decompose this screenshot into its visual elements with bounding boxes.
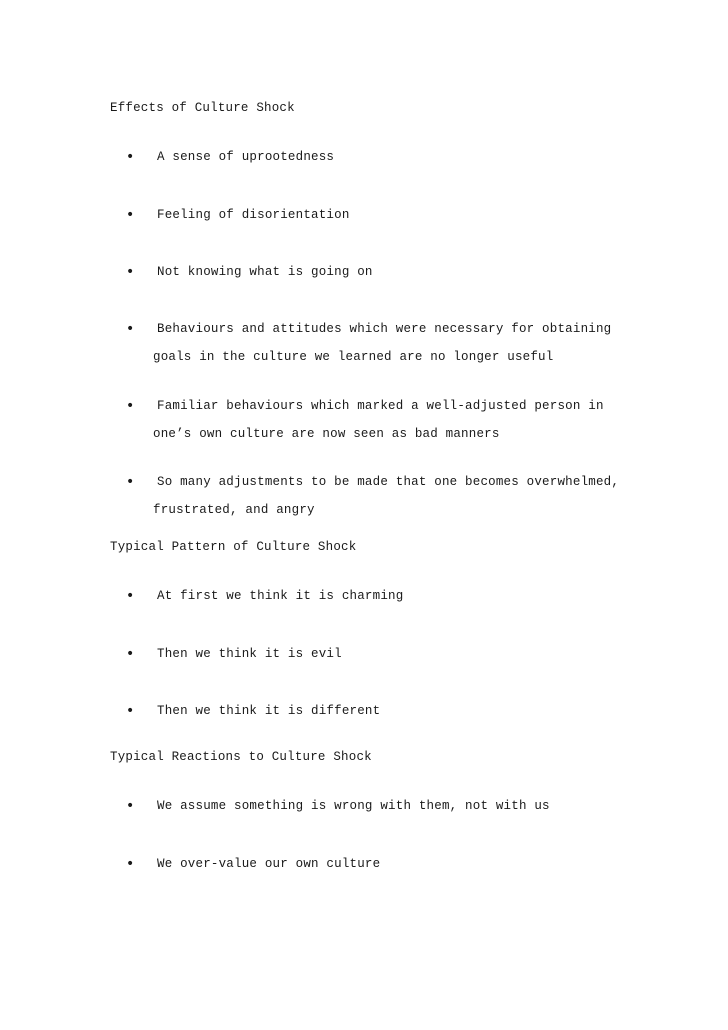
section-heading-reactions: Typical Reactions to Culture Shock [110, 750, 372, 764]
bullet-icon: • [126, 474, 135, 490]
list-item-text: At first we think it is charming [157, 589, 404, 603]
list-item-text: Behaviours and attitudes which were necessary for obtaining [157, 322, 612, 336]
list-item-text: Then we think it is different [157, 704, 381, 718]
bullet-icon: • [126, 798, 135, 814]
list-item-text: So many adjustments to be made that one becomes overwhelmed, [157, 475, 620, 489]
list-item-text: Feeling of disorientation [157, 208, 350, 222]
list-item-text: A sense of uprootedness [157, 150, 335, 164]
bullet-icon: • [126, 398, 135, 414]
bullet-icon: • [126, 321, 135, 337]
bullet-icon: • [126, 588, 135, 604]
bullet-icon: • [126, 264, 135, 280]
list-item-text-continued: one’s own culture are now seen as bad manners [153, 427, 500, 441]
list-item-text: Familiar behaviours which marked a well-adjusted person in [157, 399, 604, 413]
list-item-text-continued: frustrated, and angry [153, 503, 315, 517]
section-heading-effects: Effects of Culture Shock [110, 101, 295, 115]
list-item-text: We assume something is wrong with them, not with us [157, 799, 550, 813]
bullet-icon: • [126, 646, 135, 662]
bullet-icon: • [126, 207, 135, 223]
section-heading-pattern: Typical Pattern of Culture Shock [110, 540, 357, 554]
list-item-text: We over-value our own culture [157, 857, 381, 871]
bullet-icon: • [126, 149, 135, 165]
list-item-text: Then we think it is evil [157, 647, 342, 661]
list-item-text-continued: goals in the culture we learned are no longer useful [153, 350, 554, 364]
bullet-icon: • [126, 703, 135, 719]
list-item-text: Not knowing what is going on [157, 265, 373, 279]
bullet-icon: • [126, 856, 135, 872]
